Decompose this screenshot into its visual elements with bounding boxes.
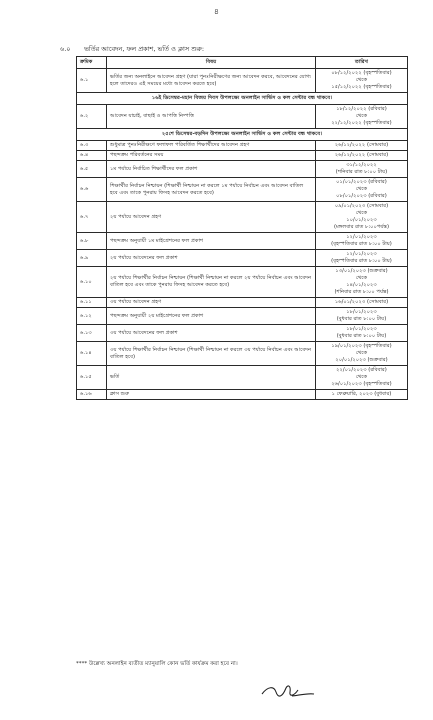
section-title: ভর্তির আবেদন, ফল প্রকাশ, ভর্তি ও ক্লাস শুরু:: [84, 45, 205, 53]
cell-serial: ৬.৬: [77, 178, 107, 202]
footnote: **** উল্লেখ্য অনলাইন ব্যতীত ম্যানুয়ালি কোন ভর্তি কার্যক্রম করা হবে না।: [76, 661, 238, 667]
date-line: ২২/১২/২০২২ (বৃহস্পতিবার): [331, 120, 392, 126]
date-line: ১৯/০১/২০২৩ (বৃহস্পতিবার): [331, 343, 392, 349]
date-line: ১৮/১২/২০২২ (রবিবার): [336, 106, 387, 112]
cell-date: [316, 298, 408, 308]
cell-subject: ৩য় পর্যায়ে শিক্ষার্থীর নির্বাচন নিশ্চায়ন (শিক্ষার্থী নিশ্চায়ন না করলে ৩য় পর্যায়ে নির্বাচন এবং আবেদন বাতিল হবে): [107, 342, 316, 366]
section-number: ৬.০: [60, 45, 71, 53]
date-line: ১৫/১২/২০২২ (বৃহস্পতিবার): [331, 84, 392, 90]
date-line: ২২/০১/২০২৩ (রবিবার): [336, 367, 387, 373]
date-line: ১৪/০১/২০২৩: [346, 282, 377, 288]
table-body: [77, 69, 408, 400]
table-row: [77, 141, 408, 151]
cell-subject: পছন্দক্রম অনুযায়ী ২য় মাইগ্রেশনের ফল প্রকাশ: [107, 308, 316, 325]
date-line: থেকে: [355, 113, 368, 119]
cell-serial: ৬.১৪: [77, 342, 107, 366]
cell-subject: পছন্দক্রম পরিবর্তনের সময়: [107, 151, 316, 161]
header-date: তারিখ: [316, 57, 408, 69]
admission-schedule-table: [76, 56, 408, 400]
date-line: ০৮/১২/২০২২ (বৃহস্পতিবার): [331, 70, 392, 76]
cell-serial: ৬.৯: [77, 250, 107, 267]
table-note-row: [77, 93, 408, 105]
table-note-row: [77, 129, 408, 141]
cell-serial: ৬.৮: [77, 233, 107, 250]
cell-subject: শিক্ষার্থীর নির্বাচন নিশ্চায়ন (শিক্ষার্থী নিশ্চায়ন না করলে ১ম পর্যায়ে নির্বাচন এবং আবেদন বাতিল হবে এবং তাকে পুনরায় ফিসহ আবেদন করতে হবে): [107, 178, 316, 202]
cell-subject: পছন্দক্রম অনুযায়ী ১ম মাইগ্রেশনের ফল প্রকাশ: [107, 233, 316, 250]
cell-subject: ১ম পর্যায়ে নির্বাচিত শিক্ষার্থীদের ফল প্রকাশ: [107, 161, 316, 178]
cell-date: [316, 202, 408, 233]
table-row: [77, 342, 408, 366]
cell-serial: ৬.৭: [77, 202, 107, 233]
cell-date: [316, 178, 408, 202]
cell-serial: ৬.৪: [77, 151, 107, 161]
date-line: (বৃহস্পতিবার রাত ৮:০০ টায়): [331, 241, 392, 247]
date-line: থেকে: [355, 186, 368, 192]
date-line: ৩১/১২/২০২২: [346, 162, 377, 168]
date-line: ২৬/১২/২০২২ (সোমবার): [334, 152, 389, 158]
cell-serial: ৬.৩: [77, 141, 107, 151]
cell-serial: ৬.২: [77, 105, 107, 129]
cell-date: [316, 308, 408, 325]
table-row: [77, 161, 408, 178]
cell-date: [316, 250, 408, 267]
header-subject: বিষয়: [107, 57, 316, 69]
date-line: ২০/০১/২০২৩ (শুক্রবার): [335, 357, 388, 363]
table-header-row: [77, 57, 408, 69]
date-line: (শনিবার রাত ৮:০০ টায়): [335, 169, 388, 175]
date-line: (বুধবার রাত ৮:০০ টায়): [336, 316, 387, 322]
date-line: ২৬/০১/২০২৩ (বৃহস্পতিবার): [331, 381, 392, 387]
date-line: থেকে: [355, 275, 368, 281]
date-line: ১৬/০১/২০২৩ (সোমবার): [334, 299, 389, 305]
date-line: (বুধবার রাত ৮:০০ টায়): [336, 333, 387, 339]
date-line: (মঙ্গলবার রাত ৮:০০পর্যন্ত): [334, 224, 389, 230]
cell-serial: ৬.১০: [77, 267, 107, 298]
header-serial: ক্রমিক: [77, 57, 107, 69]
cell-serial: ৬.১: [77, 69, 107, 93]
cell-subject: শুধুমাত্র পুনঃনিরীক্ষণে ফলাফল পরিবর্তিত শিক্ষার্থীদের আবেদন গ্রহণ: [107, 141, 316, 151]
table-row: [77, 105, 408, 129]
date-line: ১০/০১/২০২৩: [346, 217, 377, 223]
date-line: থেকে: [355, 374, 368, 380]
table-row: [77, 250, 408, 267]
date-line: ১ ফেব্রুয়ারি, ২০২৩ (বুধবার): [331, 391, 392, 397]
cell-subject: ৩য় পর্যায়ে আবেদনের ফল প্রকাশ: [107, 325, 316, 342]
note-text: ১৬ই ডিসেম্বর-মহান বিজয় দিবস উপলক্ষ্যে অনলাইন সার্ভিস ও কল সেন্টার বন্ধ থাকবে।: [77, 93, 408, 105]
date-line: (শনিবার রাত ৮:০০ পর্যন্ত): [334, 289, 389, 295]
table-row: [77, 366, 408, 390]
cell-subject: ভর্তি: [107, 366, 316, 390]
cell-date: [316, 161, 408, 178]
date-line: থেকে: [355, 77, 368, 83]
cell-date: [316, 141, 408, 151]
cell-subject: ২য় পর্যায়ে শিক্ষার্থীর নির্বাচন নিশ্চায়ন (শিক্ষার্থী নিশ্চায়ন না করলে ২য় পর্যায়ে নির্বাচন এবং আবেদন বাতিল হবে এবং তাকে পুনরায় ফিসহ আবেদন করতে হবে): [107, 267, 316, 298]
date-line: (বৃহস্পতিবার রাত ৮:০০ টায়): [331, 258, 392, 264]
cell-date: [316, 151, 408, 161]
date-line: ১২/০১/২০২৩: [346, 234, 377, 240]
cell-serial: ৬.১১: [77, 298, 107, 308]
signature: [258, 680, 318, 702]
table-row: [77, 325, 408, 342]
cell-date: [316, 342, 408, 366]
cell-date: [316, 390, 408, 400]
date-line: থেকে: [355, 350, 368, 356]
cell-subject: আবেদন যাচাই, বাছাই ও আপত্তি নিষ্পত্তি: [107, 105, 316, 129]
cell-subject: ২য় পর্যায়ে আবেদন গ্রহণ: [107, 202, 316, 233]
note-text: ২৫শে ডিসেম্বর-বড়দিন উপলক্ষ্যে অনলাইন সার্ভিস ও কল সেন্টার বন্ধ থাকবে।: [77, 129, 408, 141]
cell-subject: ভর্তির জন্য অনলাইনে আবেদন গ্রহণ (যারা পুনঃনিরীক্ষণের জন্য আবেদন করবে, আবেদনের যোগ্য হলে তাদেরও এই সময়ের মধ্যে আবেদন করতে হবে): [107, 69, 316, 93]
table-row: [77, 233, 408, 250]
table-row: [77, 390, 408, 400]
cell-serial: ৬.১৫: [77, 366, 107, 390]
table-row: [77, 151, 408, 161]
cell-serial: ৬.৫: [77, 161, 107, 178]
cell-serial: ৬.১৩: [77, 325, 107, 342]
cell-date: [316, 105, 408, 129]
cell-date: [316, 366, 408, 390]
date-line: ২৬/১২/২০২২ (সোমবার): [334, 142, 389, 148]
date-line: ০৯/০১/২০২৩ (সোমবার): [334, 203, 389, 209]
date-line: থেকে: [355, 210, 368, 216]
table-row: [77, 267, 408, 298]
cell-subject: ২য় পর্যায়ে আবেদনের ফল প্রকাশ: [107, 250, 316, 267]
cell-serial: ৬.১২: [77, 308, 107, 325]
cell-subject: ক্লাস শুরু: [107, 390, 316, 400]
date-line: ০৮/০১/২০২৩ (রবিবার): [336, 193, 387, 199]
page-number: ৪: [213, 7, 220, 16]
date-line: ১৩/০১/২০২৩ (শুক্রবার): [335, 268, 388, 274]
cell-date: [316, 325, 408, 342]
section-heading: [60, 44, 204, 55]
date-line: ১৮/০১/২০২৩: [346, 326, 377, 332]
cell-date: [316, 69, 408, 93]
table-row: [77, 202, 408, 233]
table-row: [77, 298, 408, 308]
table-row: [77, 308, 408, 325]
cell-serial: ৬.১৬: [77, 390, 107, 400]
cell-date: [316, 233, 408, 250]
date-line: ১২/০১/২০২৩: [346, 251, 377, 257]
cell-date: [316, 267, 408, 298]
date-line: ০১/০১/২০২৩ (রবিবার): [336, 179, 387, 185]
date-line: ১৮/০১/২০২৩: [346, 309, 377, 315]
cell-subject: ৩য় পর্যায়ে আবেদন গ্রহণ: [107, 298, 316, 308]
table-row: [77, 178, 408, 202]
table-row: [77, 69, 408, 93]
